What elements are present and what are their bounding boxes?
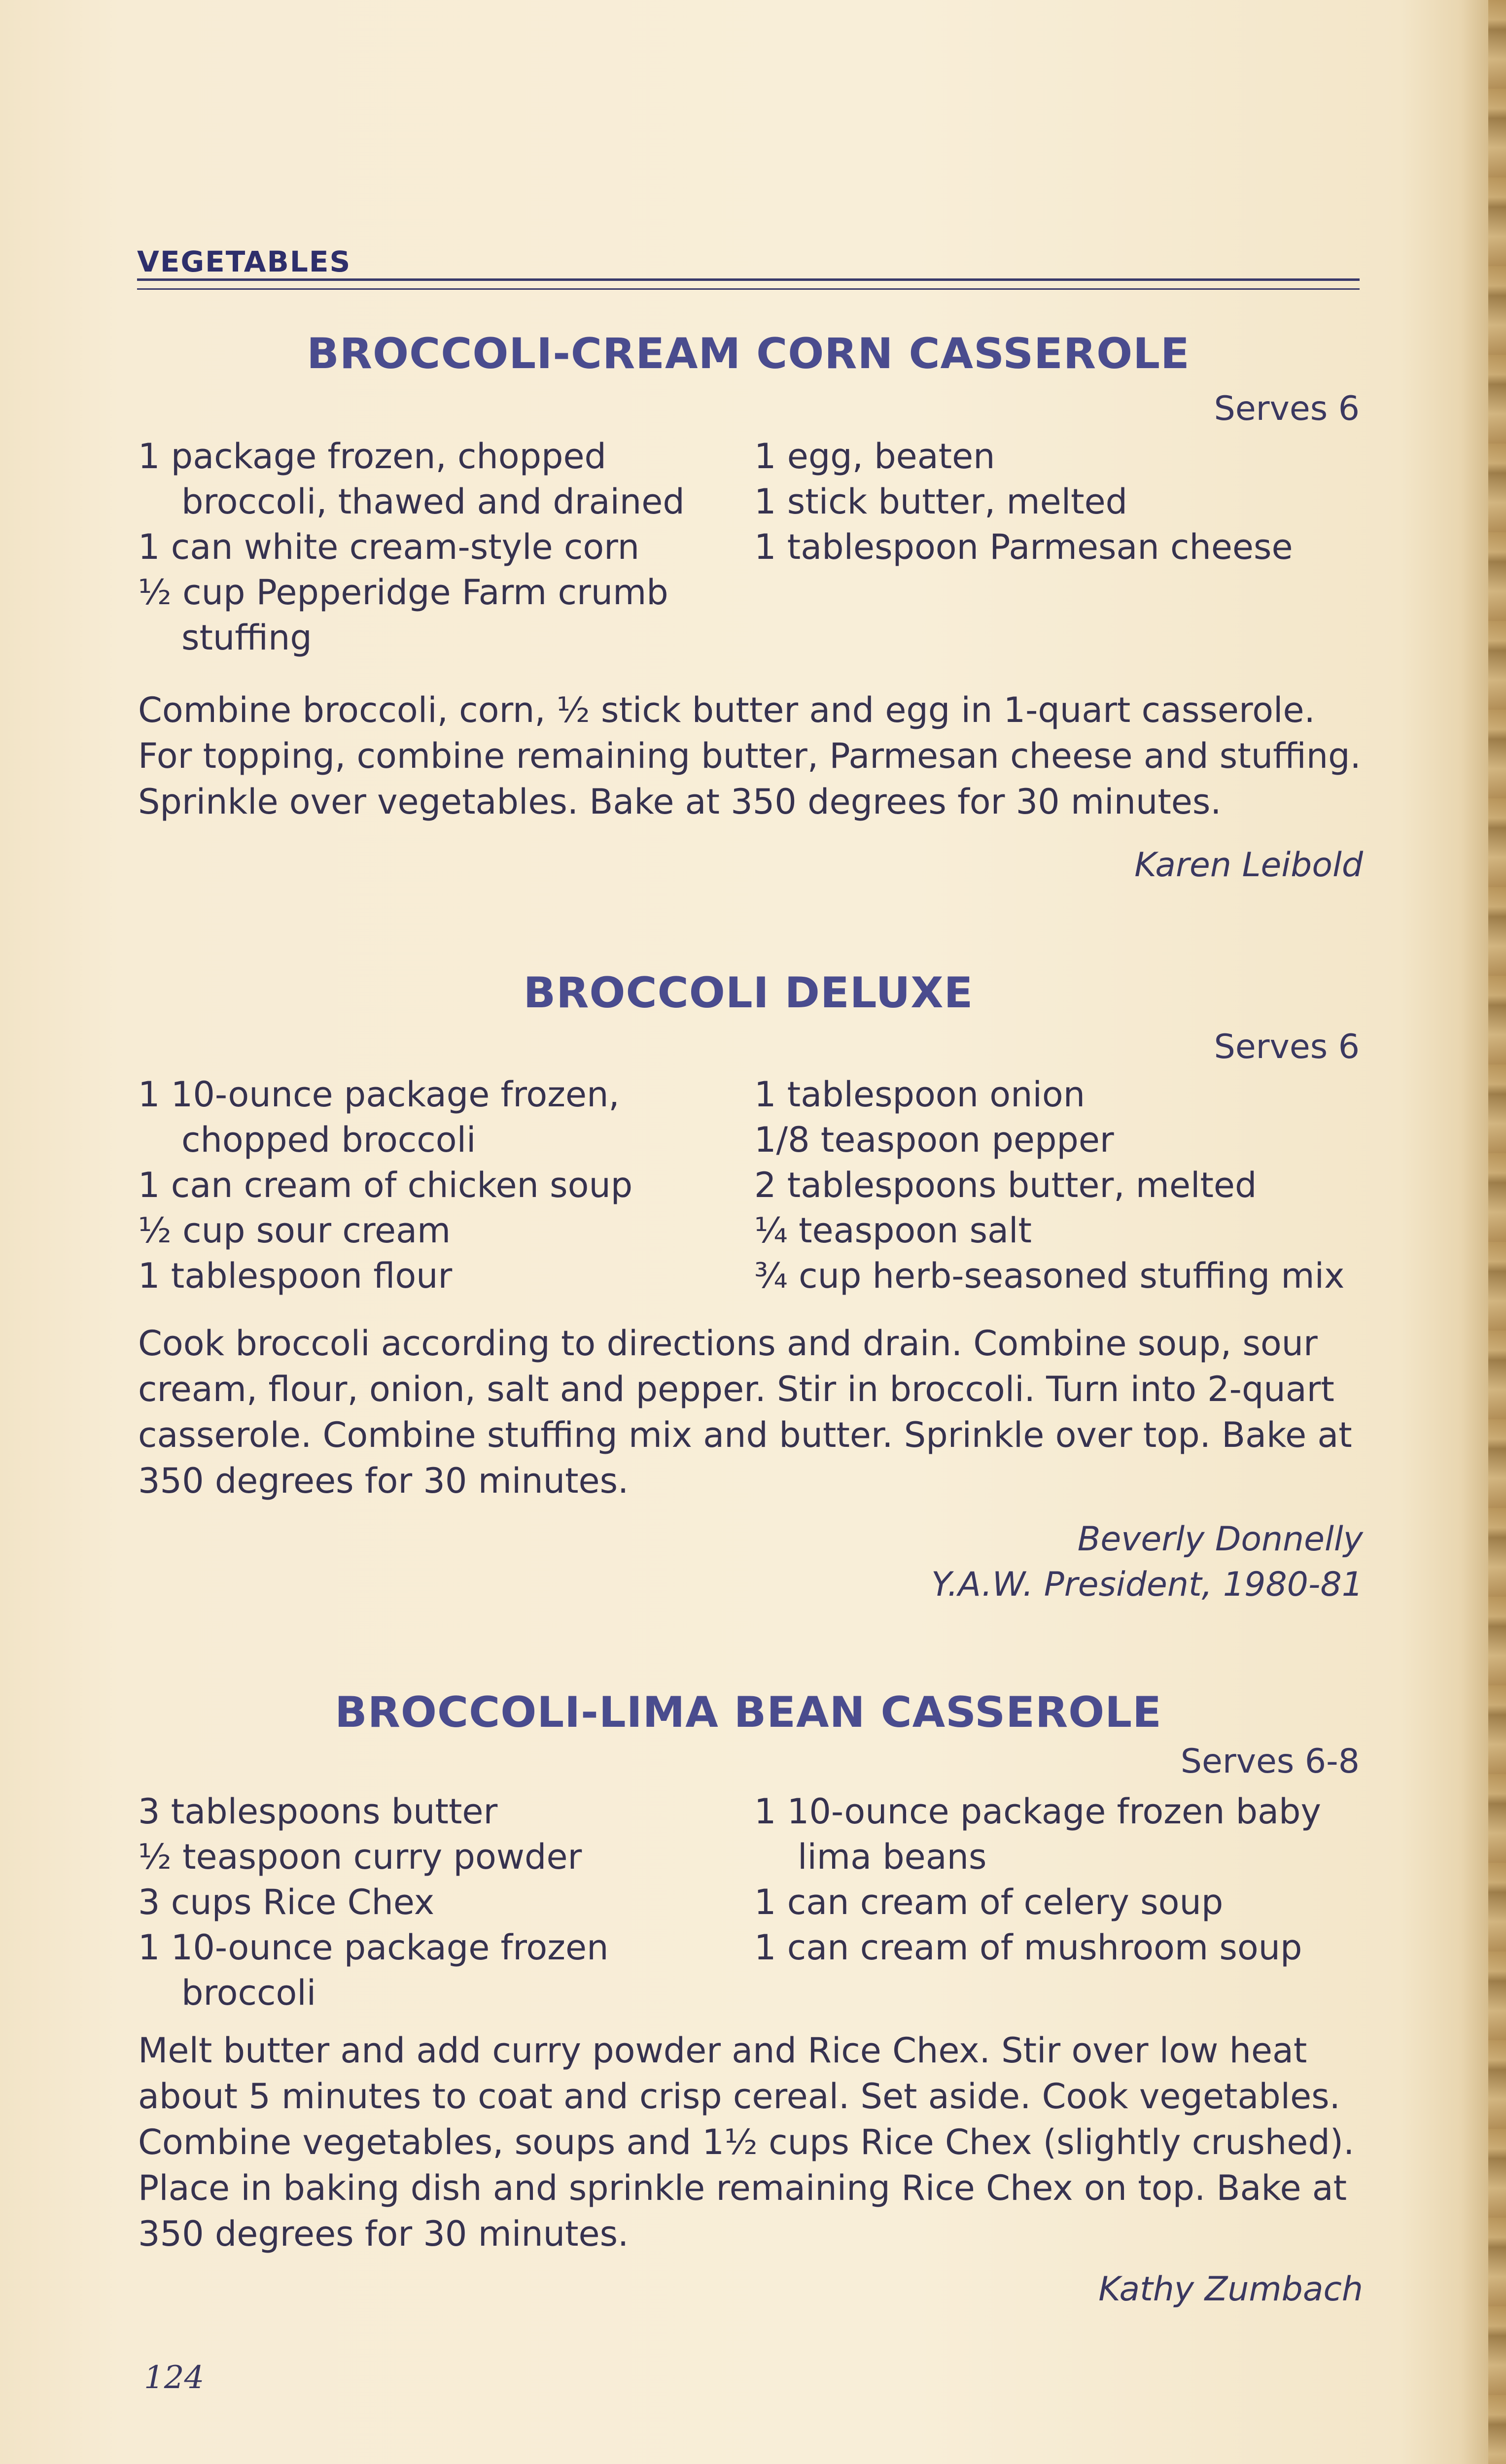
ingredient: ¾ cup herb-seasoned stuffing mix bbox=[754, 1256, 1345, 1296]
ingredient: ½ cup Pepperidge Farm crumb stuffing bbox=[138, 572, 668, 658]
recipe-directions: Cook broccoli according to directions and drain. Combine soup, sour cream, flour, onion, salt and pepper. Stir in broccoli. Turn into 2-quart casserole. Combine stuffing mix and butter. Sprinkle over top. Bake at 350 degrees for 30 minutes. bbox=[138, 1323, 1352, 1501]
ingredient: 1 10-ounce package frozen, chopped broccoli bbox=[138, 1074, 620, 1160]
recipe-directions: Combine broccoli, corn, ½ stick butter and egg in 1-quart casserole. For topping, combine remaining butter, Parmesan cheese and stuffing. Sprinkle over vegetables. Bake at 350 degrees for 30 minutes. bbox=[138, 690, 1361, 822]
ingredients-left bbox=[138, 1789, 739, 2016]
ingredient: 1/8 teaspoon pepper bbox=[754, 1120, 1114, 1160]
ingredient: 2 tablespoons butter, melted bbox=[754, 1165, 1257, 1205]
ingredient: 1 package frozen, chopped broccoli, thawed and drained bbox=[138, 436, 685, 522]
ingredient: 1 10-ounce package frozen broccoli bbox=[138, 1927, 609, 2013]
book-spine-edge bbox=[1488, 0, 1506, 2464]
ingredient: ½ cup sour cream bbox=[138, 1210, 451, 1251]
contributor-name: Kathy Zumbach bbox=[1098, 2270, 1363, 2309]
ingredients-left bbox=[138, 1072, 739, 1299]
ingredient: 1 can cream of celery soup bbox=[754, 1882, 1224, 1922]
ingredient: 1 can white cream-style corn bbox=[138, 527, 640, 567]
recipe-serves: Serves 6 bbox=[1214, 1027, 1360, 1066]
section-heading: VEGETABLES bbox=[137, 245, 351, 278]
recipe-title: BROCCOLI-CREAM CORN CASSEROLE bbox=[307, 329, 1190, 378]
recipe-serves: Serves 6-8 bbox=[1180, 1742, 1360, 1781]
ingredient: ½ teaspoon curry powder bbox=[138, 1837, 582, 1877]
ingredient: 3 cups Rice Chex bbox=[138, 1882, 435, 1922]
ingredients-right bbox=[754, 434, 1361, 570]
ingredient: 1 10-ounce package frozen baby lima beans bbox=[754, 1791, 1321, 1877]
recipe-serves: Serves 6 bbox=[1214, 389, 1360, 428]
recipe-directions: Melt butter and add curry powder and Rice Chex. Stir over low heat about 5 minutes to coat and crisp cereal. Set aside. Cook vegetables. Combine vegetables, soups and 1½ cups Rice Chex (slightly crushed). Place in baking dish and sprinkle remaining Rice Chex on top. Bake at 350 degrees for 30 minutes. bbox=[138, 2030, 1355, 2254]
header-rule-thin bbox=[137, 288, 1360, 290]
ingredients-left bbox=[138, 434, 739, 660]
ingredient: 1 can cream of chicken soup bbox=[138, 1165, 633, 1205]
recipe-contributor bbox=[931, 1517, 1363, 1608]
ingredient: 1 stick butter, melted bbox=[754, 481, 1128, 522]
ingredients-right bbox=[754, 1789, 1370, 1970]
ingredient: 1 can cream of mushroom soup bbox=[754, 1927, 1302, 1968]
ingredient: 1 egg, beaten bbox=[754, 436, 995, 477]
recipe-contributor bbox=[1134, 843, 1363, 888]
ingredients-right bbox=[754, 1072, 1370, 1299]
contributor-title: Y.A.W. President, 1980-81 bbox=[931, 1565, 1363, 1604]
ingredient: ¼ teaspoon salt bbox=[754, 1210, 1032, 1251]
recipe-contributor bbox=[1098, 2267, 1363, 2312]
contributor-name: Karen Leibold bbox=[1134, 846, 1363, 885]
contributor-name: Beverly Donnelly bbox=[1077, 1520, 1363, 1559]
recipe-title: BROCCOLI DELUXE bbox=[523, 968, 974, 1018]
ingredient: 1 tablespoon Parmesan cheese bbox=[754, 527, 1293, 567]
recipe-title: BROCCOLI-LIMA BEAN CASSEROLE bbox=[335, 1688, 1162, 1737]
page-number: 124 bbox=[144, 2360, 205, 2396]
ingredient: 1 tablespoon flour bbox=[138, 1256, 453, 1296]
header-rule-thick bbox=[137, 278, 1360, 281]
ingredient: 1 tablespoon onion bbox=[754, 1074, 1086, 1115]
ingredient: 3 tablespoons butter bbox=[138, 1791, 498, 1832]
